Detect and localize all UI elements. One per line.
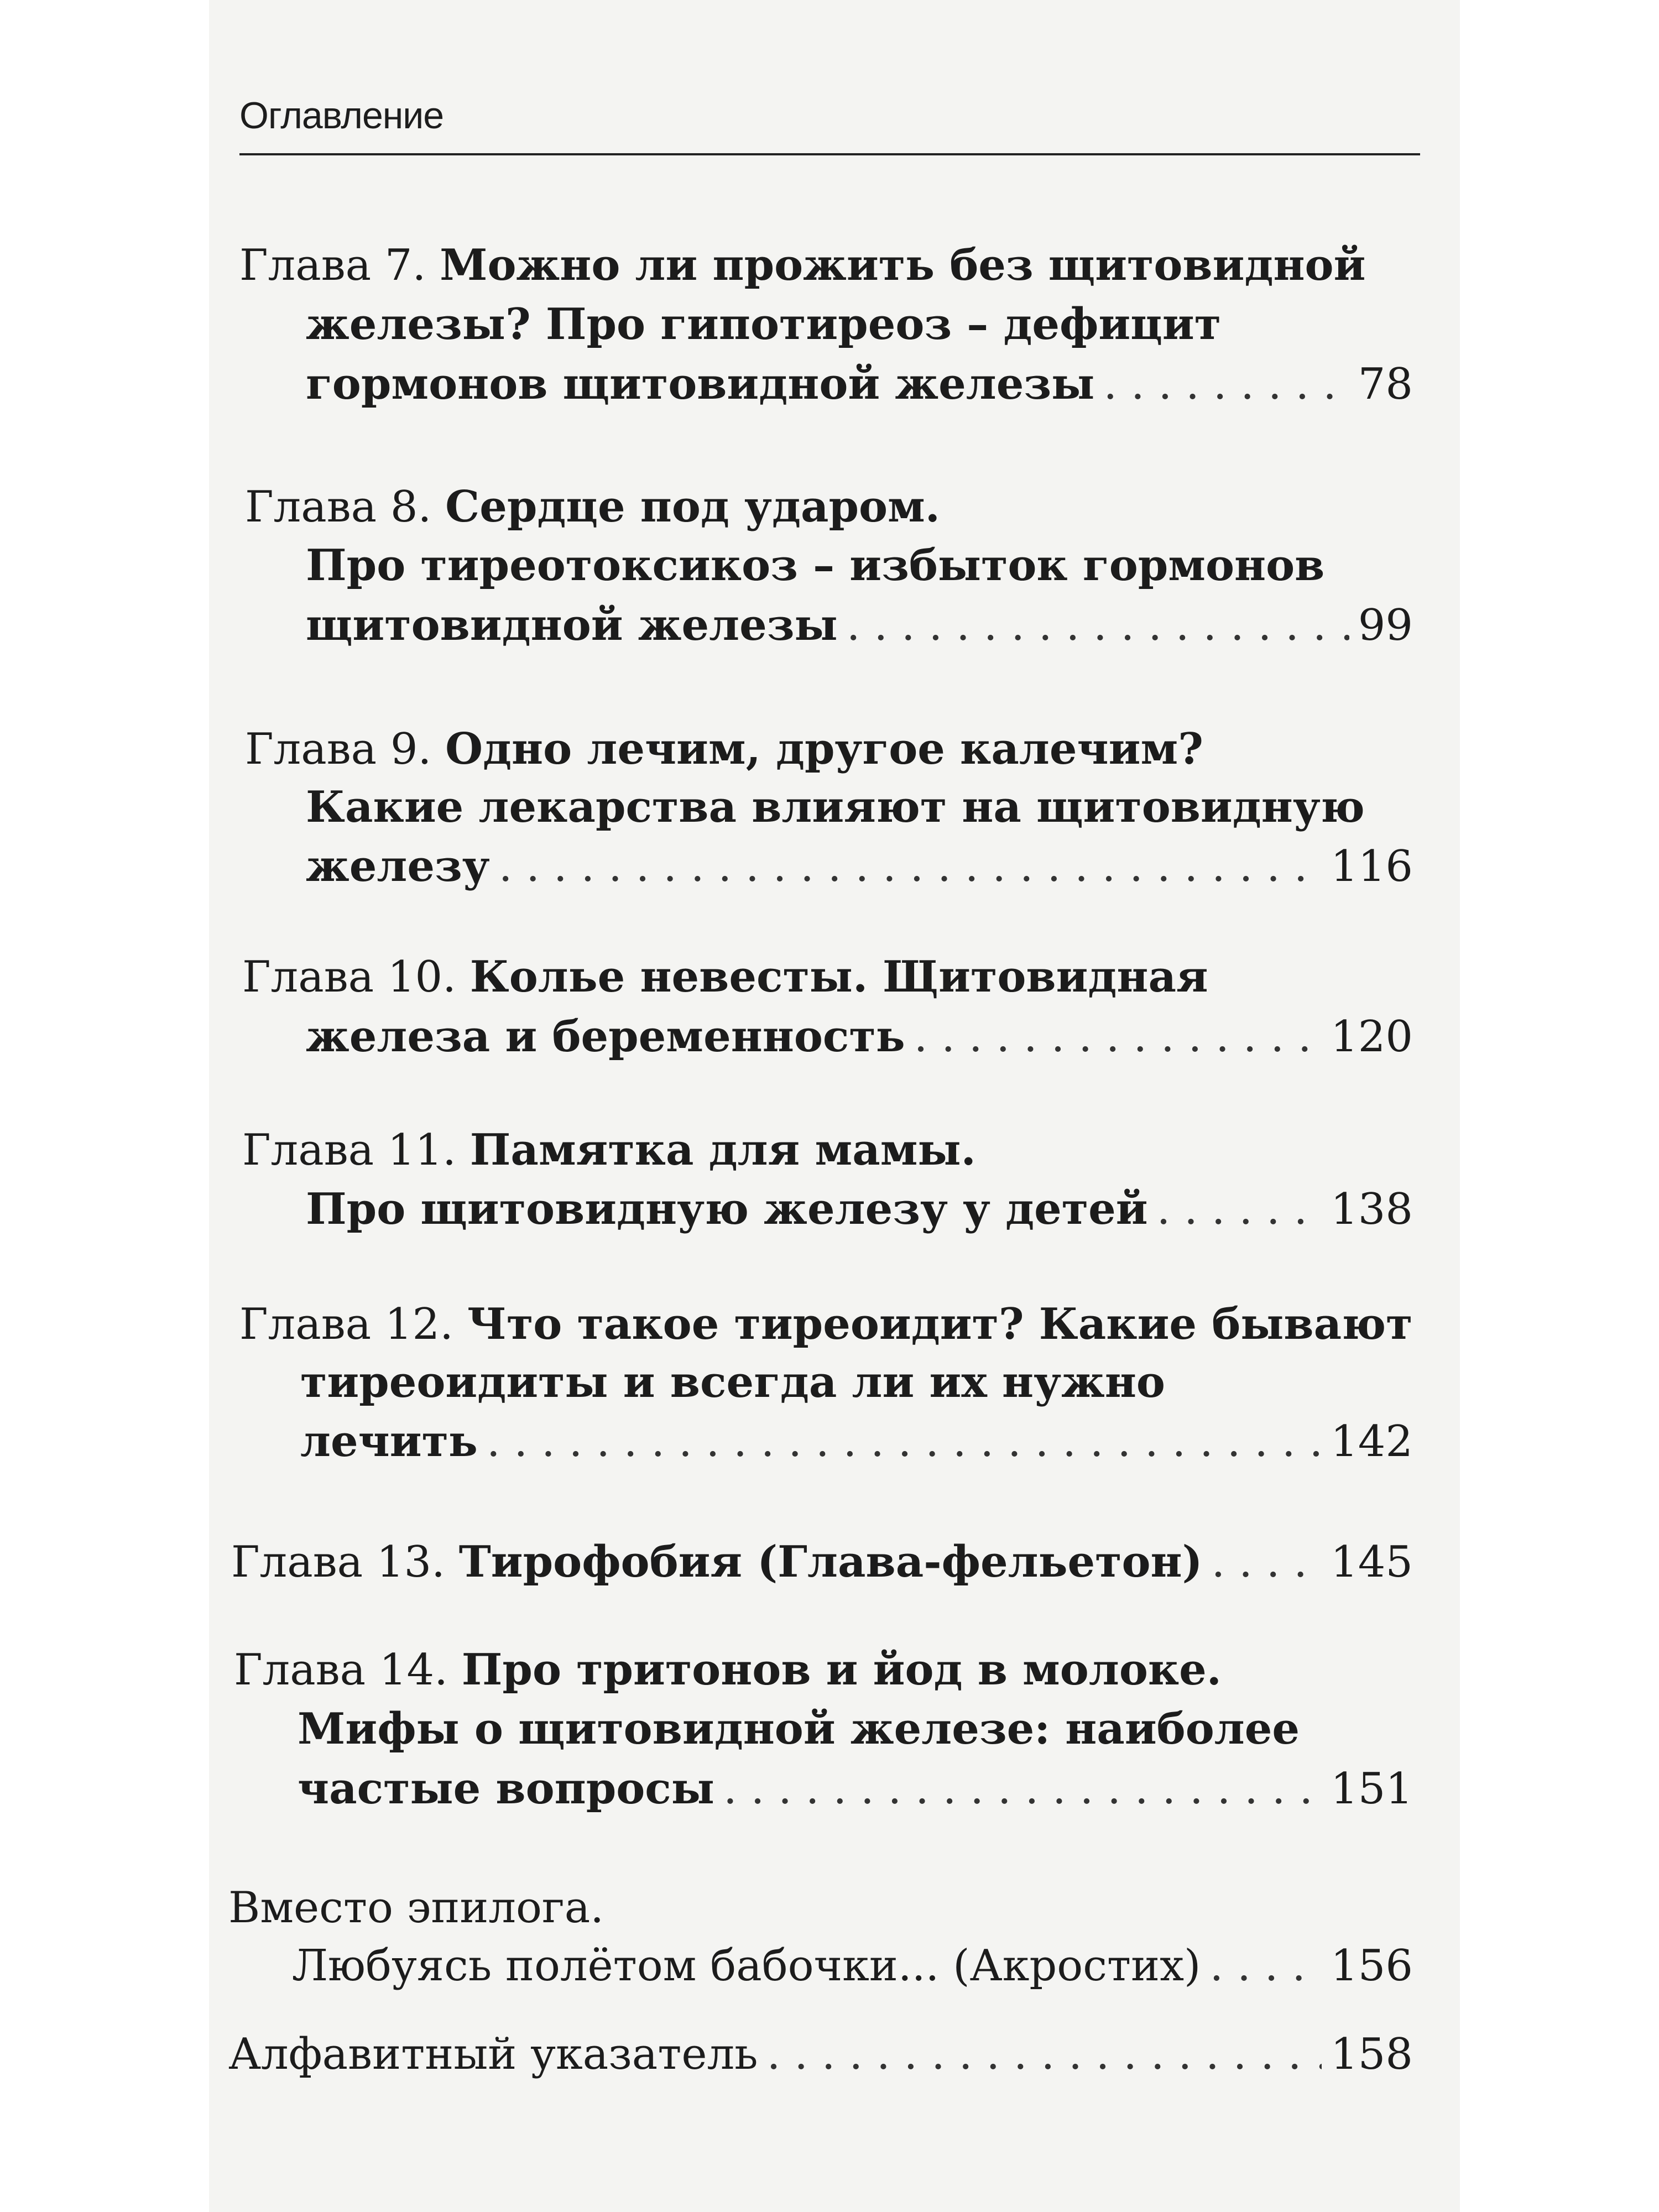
chapter-label: Глава 13. — [231, 1537, 445, 1587]
toc-entry-epilogue-line-2 — [292, 1936, 1413, 1996]
toc-entry-ch8-line-1 — [245, 477, 940, 538]
leader-dots — [1212, 1532, 1322, 1593]
toc-entry-ch14-line-3 — [298, 1759, 1413, 1819]
toc-entry-ch12-line-1 — [239, 1294, 1412, 1355]
toc-entry-epilogue-line-1 — [228, 1877, 604, 1938]
chapter-entry-text — [231, 1532, 1203, 1593]
chapter-title-line: лечить — [300, 1416, 478, 1467]
toc-entry-ch13 — [231, 1532, 1413, 1593]
chapter-title-line: Про щитовидную железу у детей — [306, 1184, 1148, 1234]
chapter-title-line: Про тритонов и йод в молоке. — [461, 1645, 1222, 1695]
leader-dots — [723, 1759, 1322, 1819]
toc-entry-ch9-line-3 — [306, 836, 1413, 897]
toc-entry-ch7-line-3 — [306, 354, 1413, 415]
toc-entry-ch7-line-2: железы? Про гипотиреоз – дефицит — [306, 299, 1222, 349]
toc-entry-ch7-line-1 — [239, 235, 1365, 296]
leader-dots — [847, 595, 1349, 656]
toc-entry-ch12-line-2: тиреоидиты и всегда ли их нужно — [300, 1357, 1165, 1407]
toc-entry-ch10-line-1 — [242, 947, 1208, 1008]
toc-entry-ch9-line-1 — [245, 719, 1203, 780]
chapter-title-line: гормонов щитовидной железы — [306, 359, 1095, 409]
page-number: 142 — [1331, 1417, 1413, 1467]
chapter-label: Глава 14. — [234, 1645, 448, 1695]
page-number: 99 — [1358, 601, 1413, 650]
toc-entry-ch14-line-1 — [234, 1640, 1222, 1700]
epilogue-label: Вместо эпилога. — [228, 1883, 604, 1933]
chapter-title-line: железу — [306, 841, 490, 891]
chapter-title-line: Можно ли прожить без щитовидной — [440, 240, 1366, 290]
toc-entry-ch8-line-3 — [306, 595, 1413, 656]
chapter-title-line: Колье невесты. Щитовидная — [469, 952, 1208, 1002]
leader-dots — [1103, 354, 1349, 415]
chapter-label: Глава 10. — [242, 952, 456, 1002]
toc-entry-index — [228, 2024, 1413, 2085]
page-number: 120 — [1331, 1012, 1413, 1062]
chapter-label: Глава 9. — [245, 724, 432, 774]
leader-dots — [767, 2024, 1322, 2085]
leader-dots — [1209, 1936, 1322, 1996]
leader-dots — [487, 1411, 1322, 1472]
chapter-title-line: Одно лечим, другое калечим? — [445, 724, 1203, 774]
toc-entry-ch12-line-3 — [300, 1411, 1413, 1472]
chapter-title-line: Памятка для мамы. — [469, 1125, 976, 1175]
chapter-label: Глава 12. — [239, 1300, 453, 1349]
page-number: 156 — [1331, 1941, 1413, 1991]
toc-entry-ch11-line-2 — [306, 1179, 1413, 1240]
chapter-title-line: частые вопросы — [298, 1764, 714, 1814]
page-header-title: Оглавление — [239, 95, 444, 137]
toc-entry-ch14-line-2: Мифы о щитовидной железе: наиболее — [298, 1704, 1300, 1754]
toc-entry-ch11-line-1 — [242, 1120, 976, 1181]
page-number: 116 — [1331, 842, 1413, 891]
toc-entry-ch8-line-2: Про тиреотоксикоз – избыток гормонов — [306, 540, 1325, 591]
chapter-title-line: железа и беременность — [306, 1011, 905, 1062]
page-number: 151 — [1331, 1764, 1413, 1814]
chapter-label: Глава 11. — [242, 1125, 456, 1175]
index-title: Алфавитный указатель — [228, 2030, 758, 2079]
page-number: 145 — [1331, 1537, 1413, 1587]
leader-dots — [1157, 1179, 1322, 1240]
leader-dots — [914, 1006, 1322, 1067]
toc-entry-ch10-line-2 — [306, 1006, 1413, 1067]
chapter-label: Глава 7. — [239, 241, 426, 290]
chapter-title-line: щитовидной железы — [306, 600, 838, 650]
leader-dots — [499, 836, 1322, 897]
chapter-label: Глава 8. — [245, 482, 432, 532]
header-divider — [239, 153, 1420, 155]
page-number: 78 — [1358, 359, 1413, 409]
chapter-title-line: Тирофобия (Глава-фельетон) — [458, 1537, 1203, 1587]
chapter-title-line: Сердце под ударом. — [445, 482, 940, 532]
chapter-title-line: Что такое тиреоидит? Какие бывают — [467, 1299, 1413, 1349]
page-number: 138 — [1331, 1185, 1413, 1234]
toc-entry-ch9-line-2: Какие лекарства влияют на щитовидную — [306, 782, 1365, 832]
page-number: 158 — [1331, 2030, 1413, 2079]
epilogue-title: Любуясь полётом бабочки... (Акростих) — [292, 1941, 1201, 1991]
